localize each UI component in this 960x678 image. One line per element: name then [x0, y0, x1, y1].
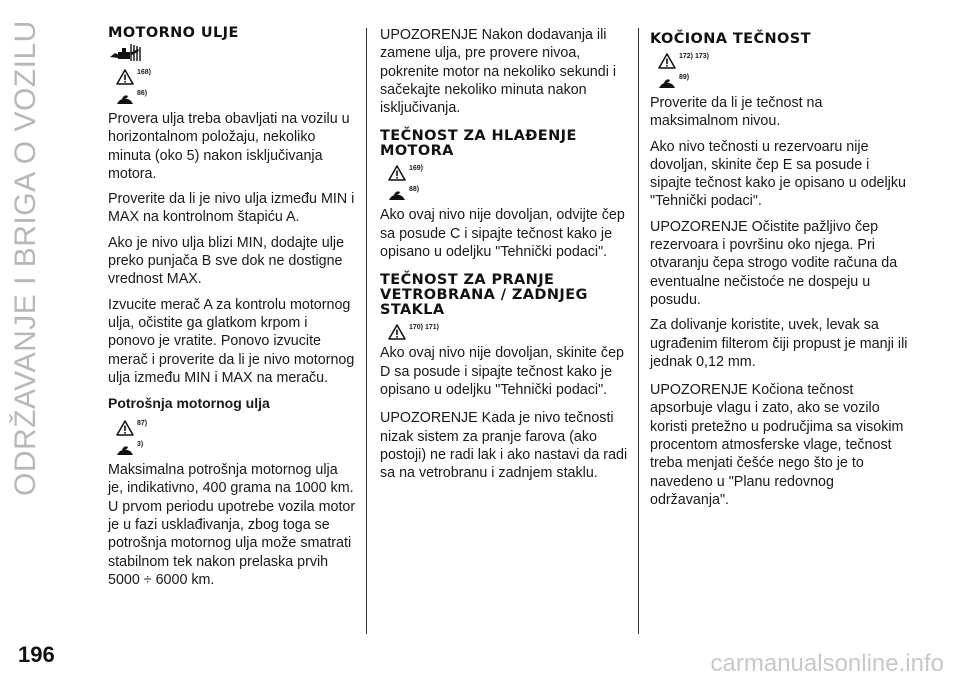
oil-can-icon	[108, 43, 142, 63]
paragraph: Ako ovaj nivo nije dovoljan, skinite čep D sa posude i sipajte tečnost kako je opisano u odeljku "Tehnički podaci".	[380, 345, 624, 398]
reference-number: 169)	[409, 165, 424, 173]
watermark: carmanualsonline.info	[710, 650, 944, 677]
reference-number: 172) 173)	[679, 53, 709, 60]
warning-triangle-icon	[116, 420, 134, 436]
paragraph: Maksimalna potrošnja motornog ulja je, indikativno, 400 grama na 1000 km. U prvom periodu upotrebe vozila motor je u fazi usklađivanja, zbog toga se potrošnja motornog ulja može smatrati stabilnom tek nakon prelaska prvih 5000 ÷ 6000 km.	[108, 462, 356, 588]
reference-number: 87)	[137, 420, 148, 428]
reference-number: 89)	[679, 74, 690, 81]
paragraph: Ako ovaj nivo nije dovoljan, odvijte čep sa posude C i sipajte tečnost kako je opisano u odeljku "Tehnički podaci".	[380, 207, 625, 261]
warning-reference	[380, 320, 628, 340]
section-heading-motor-oil: MOTORNO ULJE	[108, 25, 239, 41]
warning-reference	[108, 65, 356, 85]
paragraph: Proverite da li je tečnost na maksimalnom nivou.	[650, 95, 823, 130]
paragraph: Provera ulja treba obavljati na vozilu u horizontalnom položaju, nekoliko minuta (oko 5) nakon isključivanja motora.	[108, 111, 350, 182]
column-coolant-washer	[380, 26, 628, 489]
warning-reference	[380, 161, 628, 181]
warning-triangle-icon	[388, 324, 406, 340]
environment-reference	[108, 437, 356, 457]
paragraph: Proverite da li je nivo ulja između MIN i MAX na kontrolnom štapiću A.	[108, 191, 355, 226]
column-brake-fluid	[650, 26, 912, 516]
paragraph: Ako je nivo ulja blizi MIN, dodajte ulje preko punjača B sve dok ne dostigne vrednost MAX.	[108, 234, 345, 288]
paragraph: UPOZORENJE Kada je nivo tečnosti nizak sistem za pranje farova (ako postoji) ne radi lak i ako nastavi da radi sa na vetrobranu i zadnjem staklu.	[380, 410, 628, 482]
column-divider	[638, 28, 639, 634]
section-heading-washer-fluid: TEČNOST ZA PRANJE VETROBRANA / ZADNJEG STAKLA	[380, 272, 588, 319]
environment-hand-icon	[116, 441, 134, 457]
warning-triangle-icon	[116, 69, 134, 85]
reference-number: 88)	[409, 186, 420, 194]
warning-reference	[108, 416, 356, 436]
chapter-side-title: ODRŽAVANJE I BRIGA O VOZILU	[9, 20, 42, 496]
reference-number: 170) 171)	[409, 324, 439, 332]
warning-reference	[650, 49, 912, 69]
warning-triangle-icon	[388, 165, 406, 181]
reference-number: 3)	[137, 441, 144, 449]
reference-number: 168)	[137, 69, 152, 76]
page-number: 196	[18, 642, 55, 667]
environment-reference	[380, 182, 628, 202]
environment-hand-icon	[388, 186, 406, 202]
section-heading-coolant: TEČNOST ZA HLAĐENJE MOTORA	[380, 128, 577, 160]
paragraph: UPOZORENJE Očistite pažljivo čep rezervoara i površinu oko njega. Pri otvaranju čepa strogo vodite računa da eventualne nečistoće ne dospeju u posudu.	[650, 218, 898, 308]
paragraph: UPOZORENJE Nakon dodavanja ili zamene ulja, pre provere nivoa, pokrenite motor na nekoliko sekundi i sačekajte nekoliko minuta nakon isključivanja.	[380, 27, 617, 117]
paragraph: Za dolivanje koristite, uvek, levak sa ugrađenim filterom čiji propust je manji ili jednak 0,12 mm.	[650, 317, 908, 370]
column-divider	[366, 28, 367, 634]
environment-reference	[650, 70, 912, 90]
paragraph: Ako nivo tečnosti u rezervoaru nije dovoljan, skinite čep E sa posude i sipajte tečnost kako je opisano u odeljku "Tehnički podaci".	[650, 138, 906, 210]
environment-reference	[108, 86, 356, 106]
subheading-oil-consumption: Potrošnja motornog ulja	[108, 395, 270, 412]
environment-hand-icon	[658, 74, 676, 90]
paragraph: UPOZORENJE Kočiona tečnost apsorbuje vlagu i zato, ako se vozilo koristi pretežno u područjima sa visokim procentom atmosferske vlage, tečnost treba menjati češće nego što je to navedeno u "Planu redovnog održavanja".	[650, 382, 904, 508]
paragraph: Izvucite merač A za kontrolu motornog ulja, očistite ga glatkom krpom i ponovo je vratite. Ponovo izvucite merač i proverite da li je nivo motornog ulja između MIN i MAX na meraču.	[108, 296, 355, 386]
section-heading-brake-fluid: KOČIONA TEČNOST	[650, 31, 811, 47]
reference-number: 86)	[137, 90, 148, 97]
warning-triangle-icon	[658, 53, 676, 69]
environment-hand-icon	[116, 90, 134, 106]
column-motor-oil	[108, 26, 356, 596]
